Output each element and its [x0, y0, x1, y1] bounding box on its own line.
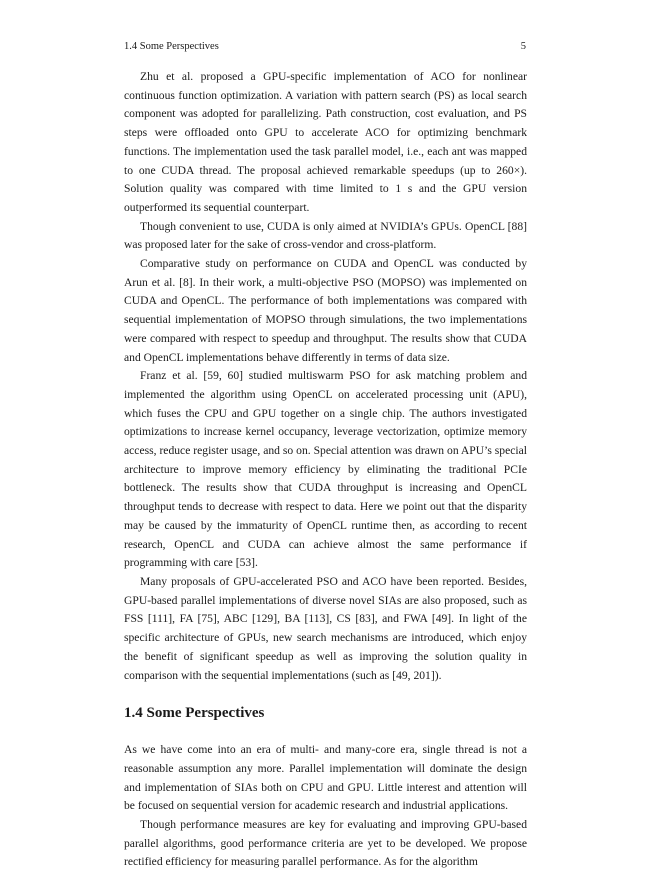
paragraph-multicore-era: As we have come into an era of multi- and many-core era, single thread is not a reasonable assumption any more. Parallel implementation will dominate the design and implementation of SIAs both on CPU and GPU. Little interest and attention will be focused on sequential version for academic research and industrial applications. [124, 743, 527, 813]
paragraph-cuda-opencl: Though convenient to use, CUDA is only aimed at NVIDIA’s GPUs. OpenCL [88] was proposed later for the sake of cross-vendor and cross-platform. [124, 219, 527, 252]
running-head-section: 1.4 Some Perspectives [124, 41, 219, 52]
paragraph-zhu-aco: Zhu et al. proposed a GPU-specific implementation of ACO for nonlinear continuous function optimization. A variation with pattern search (PS) as local search component was adopted for parallelizing. Path construction, cost evaluation, and PS steps were offloaded onto GPU to accelerate ACO for optimizing benchmark functions. The implementation used the task parallel model, i.e., each ant was mapped to one CUDA thread. The proposal achieved remarkable speedups (up to 260×). Solution quality was compared with time limited to 1 s and the GPU version outperformed its sequential counterpart. [124, 70, 527, 214]
running-head [124, 40, 527, 54]
paragraph-performance-measures: Though performance measures are key for evaluating and improving GPU-based parallel algorithms, good performance criteria are yet to be developed. We propose rectified efficiency for measuring parallel performance. As for the algorithm [124, 818, 527, 869]
paragraph-franz-multiswarm: Franz et al. [59, 60] studied multiswarm PSO for ask matching problem and implemented the algorithm using OpenCL on accelerated processing unit (APU), which fuses the CPU and GPU together on a single chip. The authors investigated optimizations to increase kernel occupancy, leverage vectorization, optimize memory access, reduce register usage, and so on. Special attention was drawn on APU’s special architecture to improve memory efficiency by eliminating the traditional PCIe bottleneck. The results show that CUDA throughput is increasing and OpenCL throughput tends to decrease with respect to data. Here we point out that the disparity may be caused by the immaturity of OpenCL runtime then, as according to recent research, OpenCL and CUDA can achieve almost the same performance if programming with care [53]. [124, 369, 527, 570]
paragraph-many-proposals: Many proposals of GPU-accelerated PSO and ACO have been reported. Besides, GPU-based parallel implementations of diverse novel SIAs are also proposed, such as FSS [111], FA [75], ABC [129], BA [113], CS [83], and FWA [49]. In light of the specific architecture of GPUs, new search mechanisms are introduced, which enjoy the benefit of significant speedup as well as improving the solution quality in comparison with the sequential implementations (such as [49, 201]). [124, 574, 527, 682]
paragraph-comparative-study: Comparative study on performance on CUDA and OpenCL was conducted by Arun et al. [8]. In their work, a multi-objective PSO (MOPSO) was implemented on CUDA and OpenCL. The performance of both implementations was compared with sequential implementation of MOPSO through simulations, the two implementations were compared with respect to speedup and throughput. The results show that CUDA and OpenCL implementations behave differently in terms of data size. [124, 257, 527, 364]
page-body [124, 40, 527, 872]
page-number: 5 [520, 41, 526, 52]
section-heading: 1.4 Some Perspectives [124, 705, 265, 722]
